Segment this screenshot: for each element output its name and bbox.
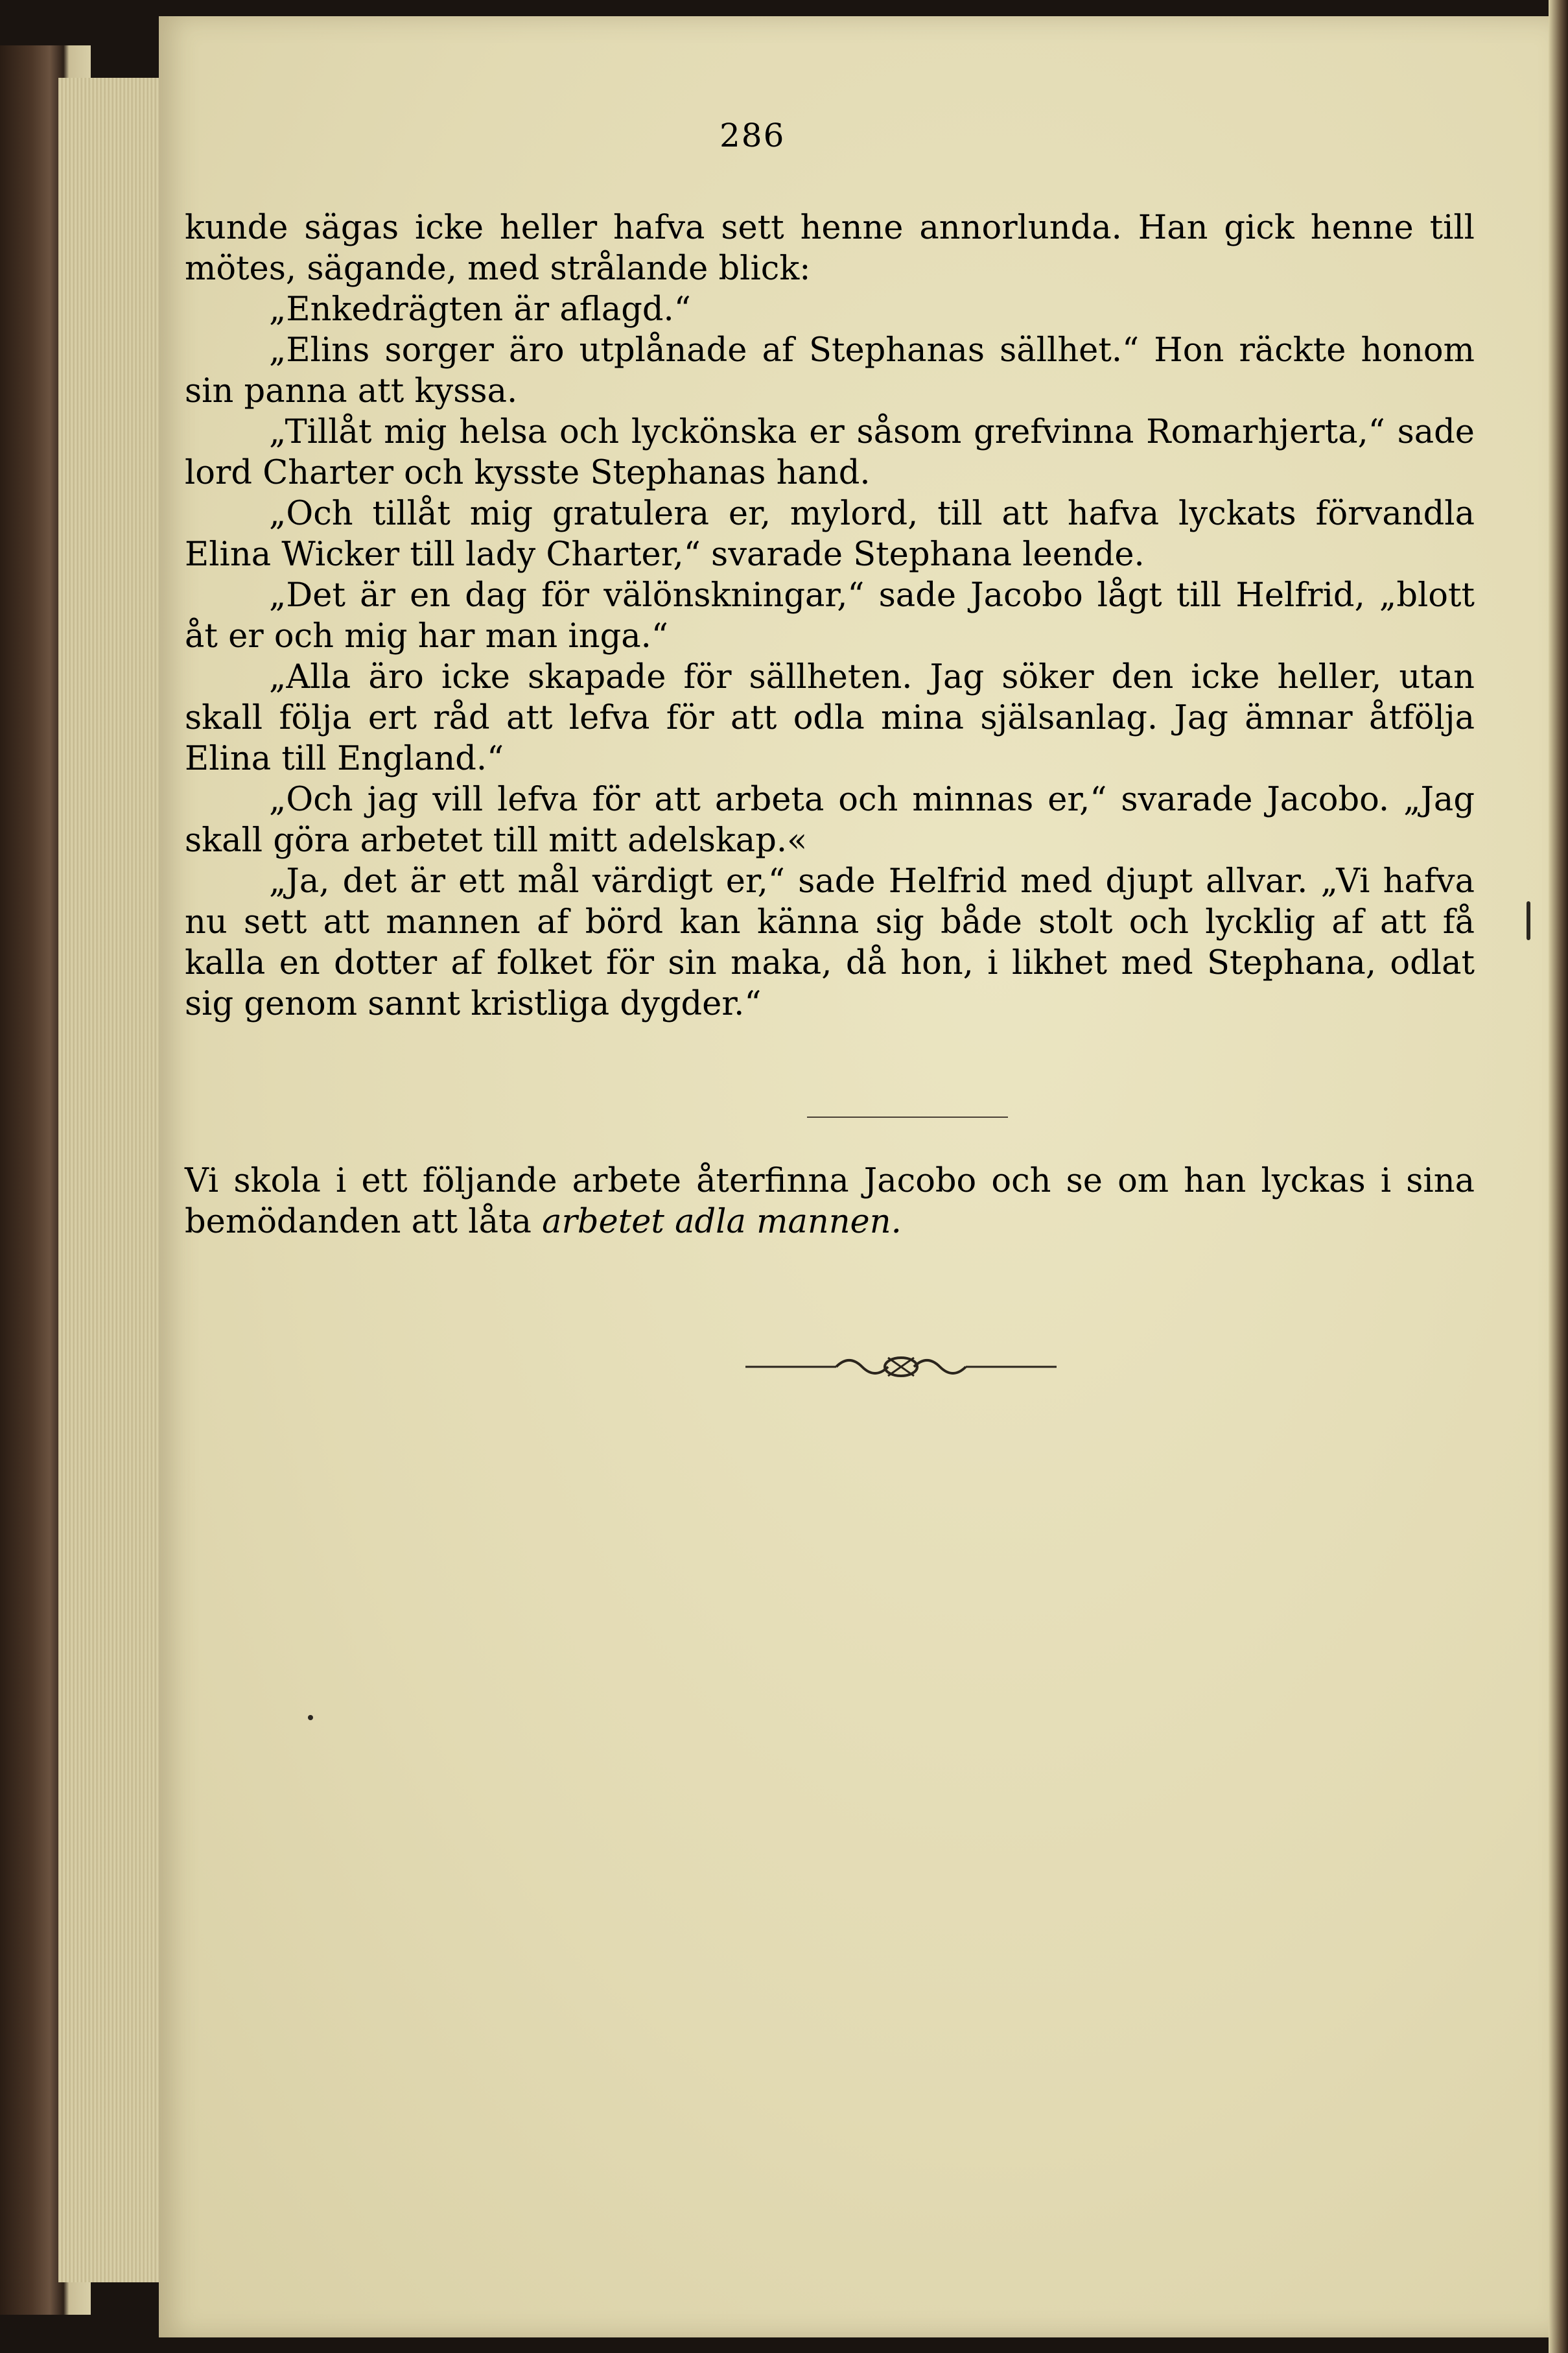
paragraph: kunde sägas icke heller hafva sett henne annorlunda. Han gick henne till mötes, sägande, med strålande blick: [185,209,1475,288]
margin-mark [1527,901,1530,940]
closing-text: Vi skola i ett följande arbete återfinna Jacobo och se om han lyckas i sina bemödanden att låta [185,1162,1475,1241]
paragraph: „Elins sorger äro utplånade af Stephanas sällhet.“ Hon räckte honom sin panna att kyssa. [185,331,1475,410]
paragraph: „Enkedrägten är aflagd.“ [269,290,691,329]
paragraph: „Ja, det är ett mål värdigt er,“ sade Helfrid med djupt allvar. „Vi hafva nu sett att mannen af börd kan känna sig både stolt och lycklig af att få kalla en dotter af folket för sin maka, då hon, i likhet med Stephana, odlat sig genom sannt kristliga dygder.“ [185,862,1475,1023]
decorative-ornament-icon [739,1347,1063,1386]
page-number: 286 [720,117,786,154]
section-divider-rule [807,1117,1008,1118]
margin-mark [308,1715,313,1720]
right-page-edge [1549,0,1568,2353]
page-stack-edge [58,78,163,2282]
paragraph: „Det är en dag för välönskningar,“ sade Jacobo lågt till Helfrid, „blott åt er och mig har man inga.“ [185,576,1475,656]
paragraph: „Tillåt mig helsa och lyckönska er såsom grefvinna Romarhjerta,“ sade lord Charter och kysste Stephanas hand. [185,413,1475,492]
closing-italic-phrase: arbetet adla mannen. [542,1203,902,1241]
paragraph: „Och tillåt mig gratulera er, mylord, till att hafva lyckats förvandla Elina Wicker till lady Charter,“ svarade Stephana leende. [185,495,1475,574]
body-text [185,207,1475,1024]
paragraph: „Alla äro icke skapade för sällheten. Jag söker den icke heller, utan skall följa ert råd att lefva för att odla mina själsanlag. Jag ämnar åtfölja Elina till England.“ [185,658,1475,778]
paragraph: „Och jag vill lefva för att arbeta och minnas er,“ svarade Jacobo. „Jag skall göra arbetet till mitt adelskap.« [185,781,1475,860]
closing-paragraph [185,1161,1475,1242]
